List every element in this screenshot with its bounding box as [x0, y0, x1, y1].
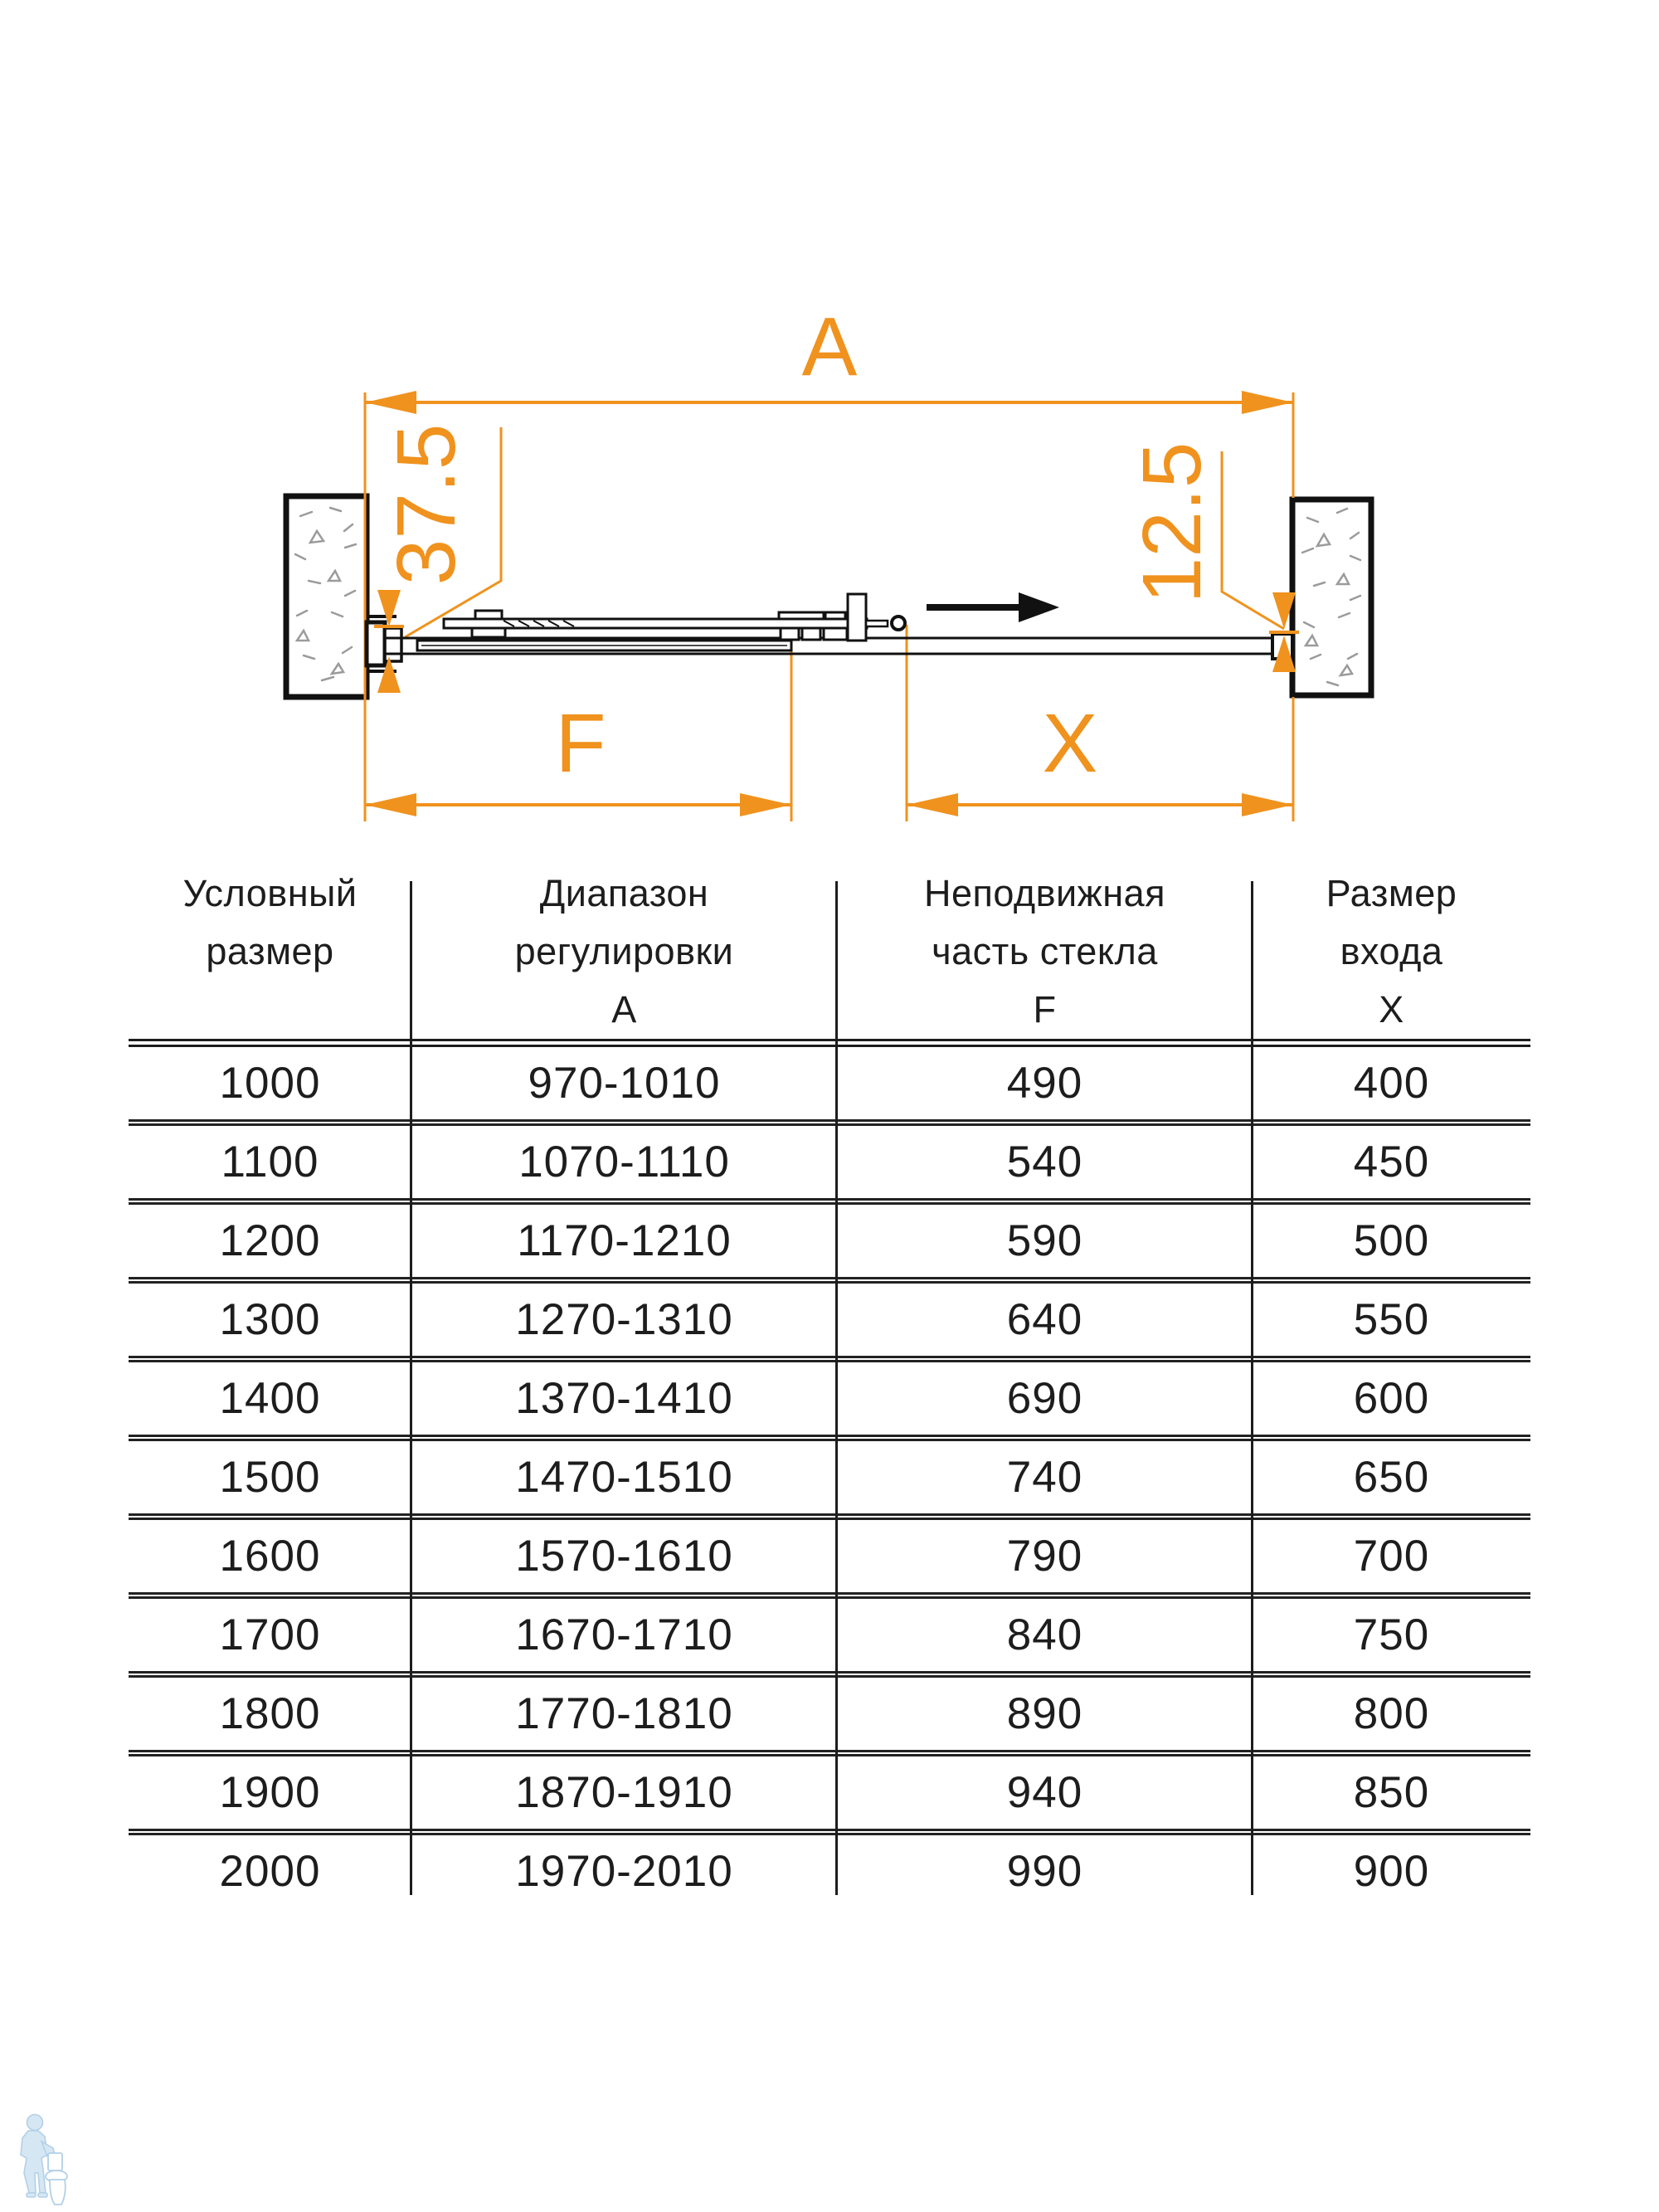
table-cell: 400 — [1253, 1043, 1530, 1123]
left-offset-label: 37.5 — [380, 423, 473, 586]
table-row — [129, 1201, 1530, 1280]
table-cell: 1370-1410 — [411, 1359, 837, 1438]
table-row — [129, 1753, 1530, 1832]
table-cell: 640 — [837, 1280, 1253, 1359]
table-row — [129, 1596, 1530, 1674]
table-cell: 600 — [1253, 1359, 1530, 1438]
table-cell: 550 — [1253, 1280, 1530, 1359]
table-cell: 1300 — [129, 1280, 411, 1359]
door-handle-knob — [892, 616, 905, 630]
table-header-row — [129, 863, 1530, 1043]
left-wall — [286, 496, 367, 697]
installation-diagram — [0, 0, 1659, 838]
table-cell: 750 — [1253, 1596, 1530, 1674]
right-offset-label: 12.5 — [1126, 441, 1219, 604]
table-cell: 1700 — [129, 1596, 411, 1674]
dimension-f — [365, 641, 791, 821]
table-cell: 1000 — [129, 1043, 411, 1123]
table-cell: 590 — [837, 1201, 1253, 1280]
col-header-entry-size: Размер входа X — [1253, 863, 1530, 1043]
table-cell: 840 — [837, 1596, 1253, 1674]
table-cell: 900 — [1353, 1847, 1430, 1896]
table-cell: 1500 — [129, 1438, 411, 1517]
table-cell: 1900 — [129, 1753, 411, 1832]
dimension-a-label: A — [801, 300, 858, 393]
table-cell: 1870-1910 — [411, 1753, 837, 1832]
callout-12-5 — [1126, 442, 1284, 629]
table-cell: 1670-1710 — [411, 1596, 837, 1674]
table-cell: 1800 — [129, 1674, 411, 1753]
table-cell: 490 — [837, 1043, 1253, 1123]
size-table — [129, 863, 1530, 1907]
slide-direction-arrow-icon — [927, 592, 1059, 622]
table-cell: 1770-1810 — [411, 1674, 837, 1753]
table-cell: 1200 — [129, 1201, 411, 1280]
table-cell: 990 — [1006, 1847, 1083, 1896]
table-cell: 1470-1510 — [411, 1438, 837, 1517]
col-header-fixed-glass: Неподвижная часть стекла F — [837, 863, 1253, 1043]
table-cell: 970-1010 — [411, 1043, 837, 1123]
door-assembly — [367, 594, 1292, 671]
table-cell: 1100 — [129, 1123, 411, 1201]
table-row — [129, 1674, 1530, 1753]
table-row — [129, 1123, 1530, 1201]
plumber-watermark-icon — [10, 2112, 68, 2210]
spec-table — [129, 863, 1530, 1907]
table-row — [129, 1832, 1530, 1907]
table-cell: 1170-1210 — [411, 1201, 837, 1280]
table-cell: 540 — [837, 1123, 1253, 1201]
table-cell: 1070-1110 — [411, 1123, 837, 1201]
table-cell: 450 — [1253, 1123, 1530, 1201]
column-divider — [410, 881, 412, 1895]
table-row — [129, 1517, 1530, 1596]
callout-37-5 — [380, 424, 501, 637]
table-cell: 890 — [837, 1674, 1253, 1753]
table-cell: 740 — [837, 1438, 1253, 1517]
table-cell: 690 — [837, 1359, 1253, 1438]
table-cell: 1400 — [129, 1359, 411, 1438]
table-cell: 1970-2010 — [515, 1847, 733, 1896]
dimension-f-label: F — [555, 697, 606, 790]
col-header-nominal-size: Условный размер — [129, 863, 411, 1043]
table-cell: 500 — [1253, 1201, 1530, 1280]
table-cell: 800 — [1253, 1674, 1530, 1753]
column-divider — [1251, 881, 1253, 1895]
table-cell: 790 — [837, 1517, 1253, 1596]
right-wall — [1292, 499, 1371, 695]
table-row — [129, 1280, 1530, 1359]
table-cell: 1600 — [129, 1517, 411, 1596]
table-cell: 1570-1610 — [411, 1517, 837, 1596]
table-cell: 1270-1310 — [411, 1280, 837, 1359]
table-row — [129, 1438, 1530, 1517]
column-divider — [835, 881, 838, 1895]
table-cell: 2000 — [219, 1847, 321, 1896]
table-cell: 650 — [1253, 1438, 1530, 1517]
table-body — [129, 1043, 1530, 1907]
table-cell: 700 — [1253, 1517, 1530, 1596]
table-cell: 940 — [837, 1753, 1253, 1832]
col-header-adjustment-range: Диапазон регулировки А — [411, 863, 837, 1043]
table-row — [129, 1359, 1530, 1438]
table-cell: 850 — [1253, 1753, 1530, 1832]
table-row — [129, 1043, 1530, 1123]
dimension-x-label: X — [1042, 697, 1098, 790]
